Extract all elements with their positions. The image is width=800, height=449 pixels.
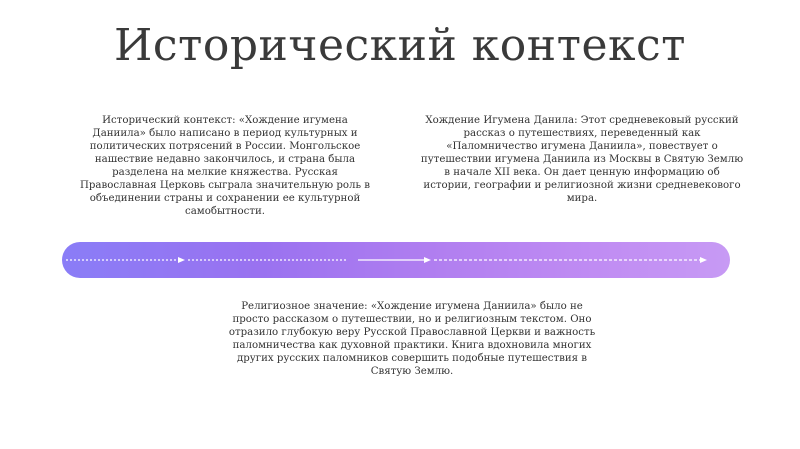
slide-title: Исторический контекст (114, 20, 686, 71)
text-block-religious-significance: Религиозное значение: «Хождение игумена Даниила» было не просто рассказом о путешествии, но и религиозным текстом. Оно отразило глубокую веру Русской Православной Церкви и важность паломничества как духовной практики. Книга вдохновила многих других русских паломников совершить подобные путешествия в Святую Землю. (228, 301, 596, 377)
timeline-graphic (62, 242, 730, 278)
text-block-historical-context: Исторический контекст: «Хождение игумена Даниила» было написано в период культурных и политических потрясений в России. Монгольское нашествие недавно закончилось, и страна была разделена на мелкие княжества. Русская Православная Церковь сыграла значительную роль в объединении страны и сохранении ее культурной самобытности. (79, 115, 370, 217)
timeline-bar (62, 242, 730, 278)
text-block-hozhdenie: Хождение Игумена Данила: Этот средневековый русский рассказ о путешествиях, переведенный как «Паломничество игумена Даниила», повествует о путешествии игумена Даниила из Москвы в Святую Землю в начале XII века. Он дает ценную информацию об истории, географии и религиозной жизни средневекового мира. (420, 115, 744, 204)
arrow-right-icon (178, 257, 185, 263)
arrow-right-icon (700, 257, 707, 263)
arrow-right-icon (424, 257, 431, 263)
